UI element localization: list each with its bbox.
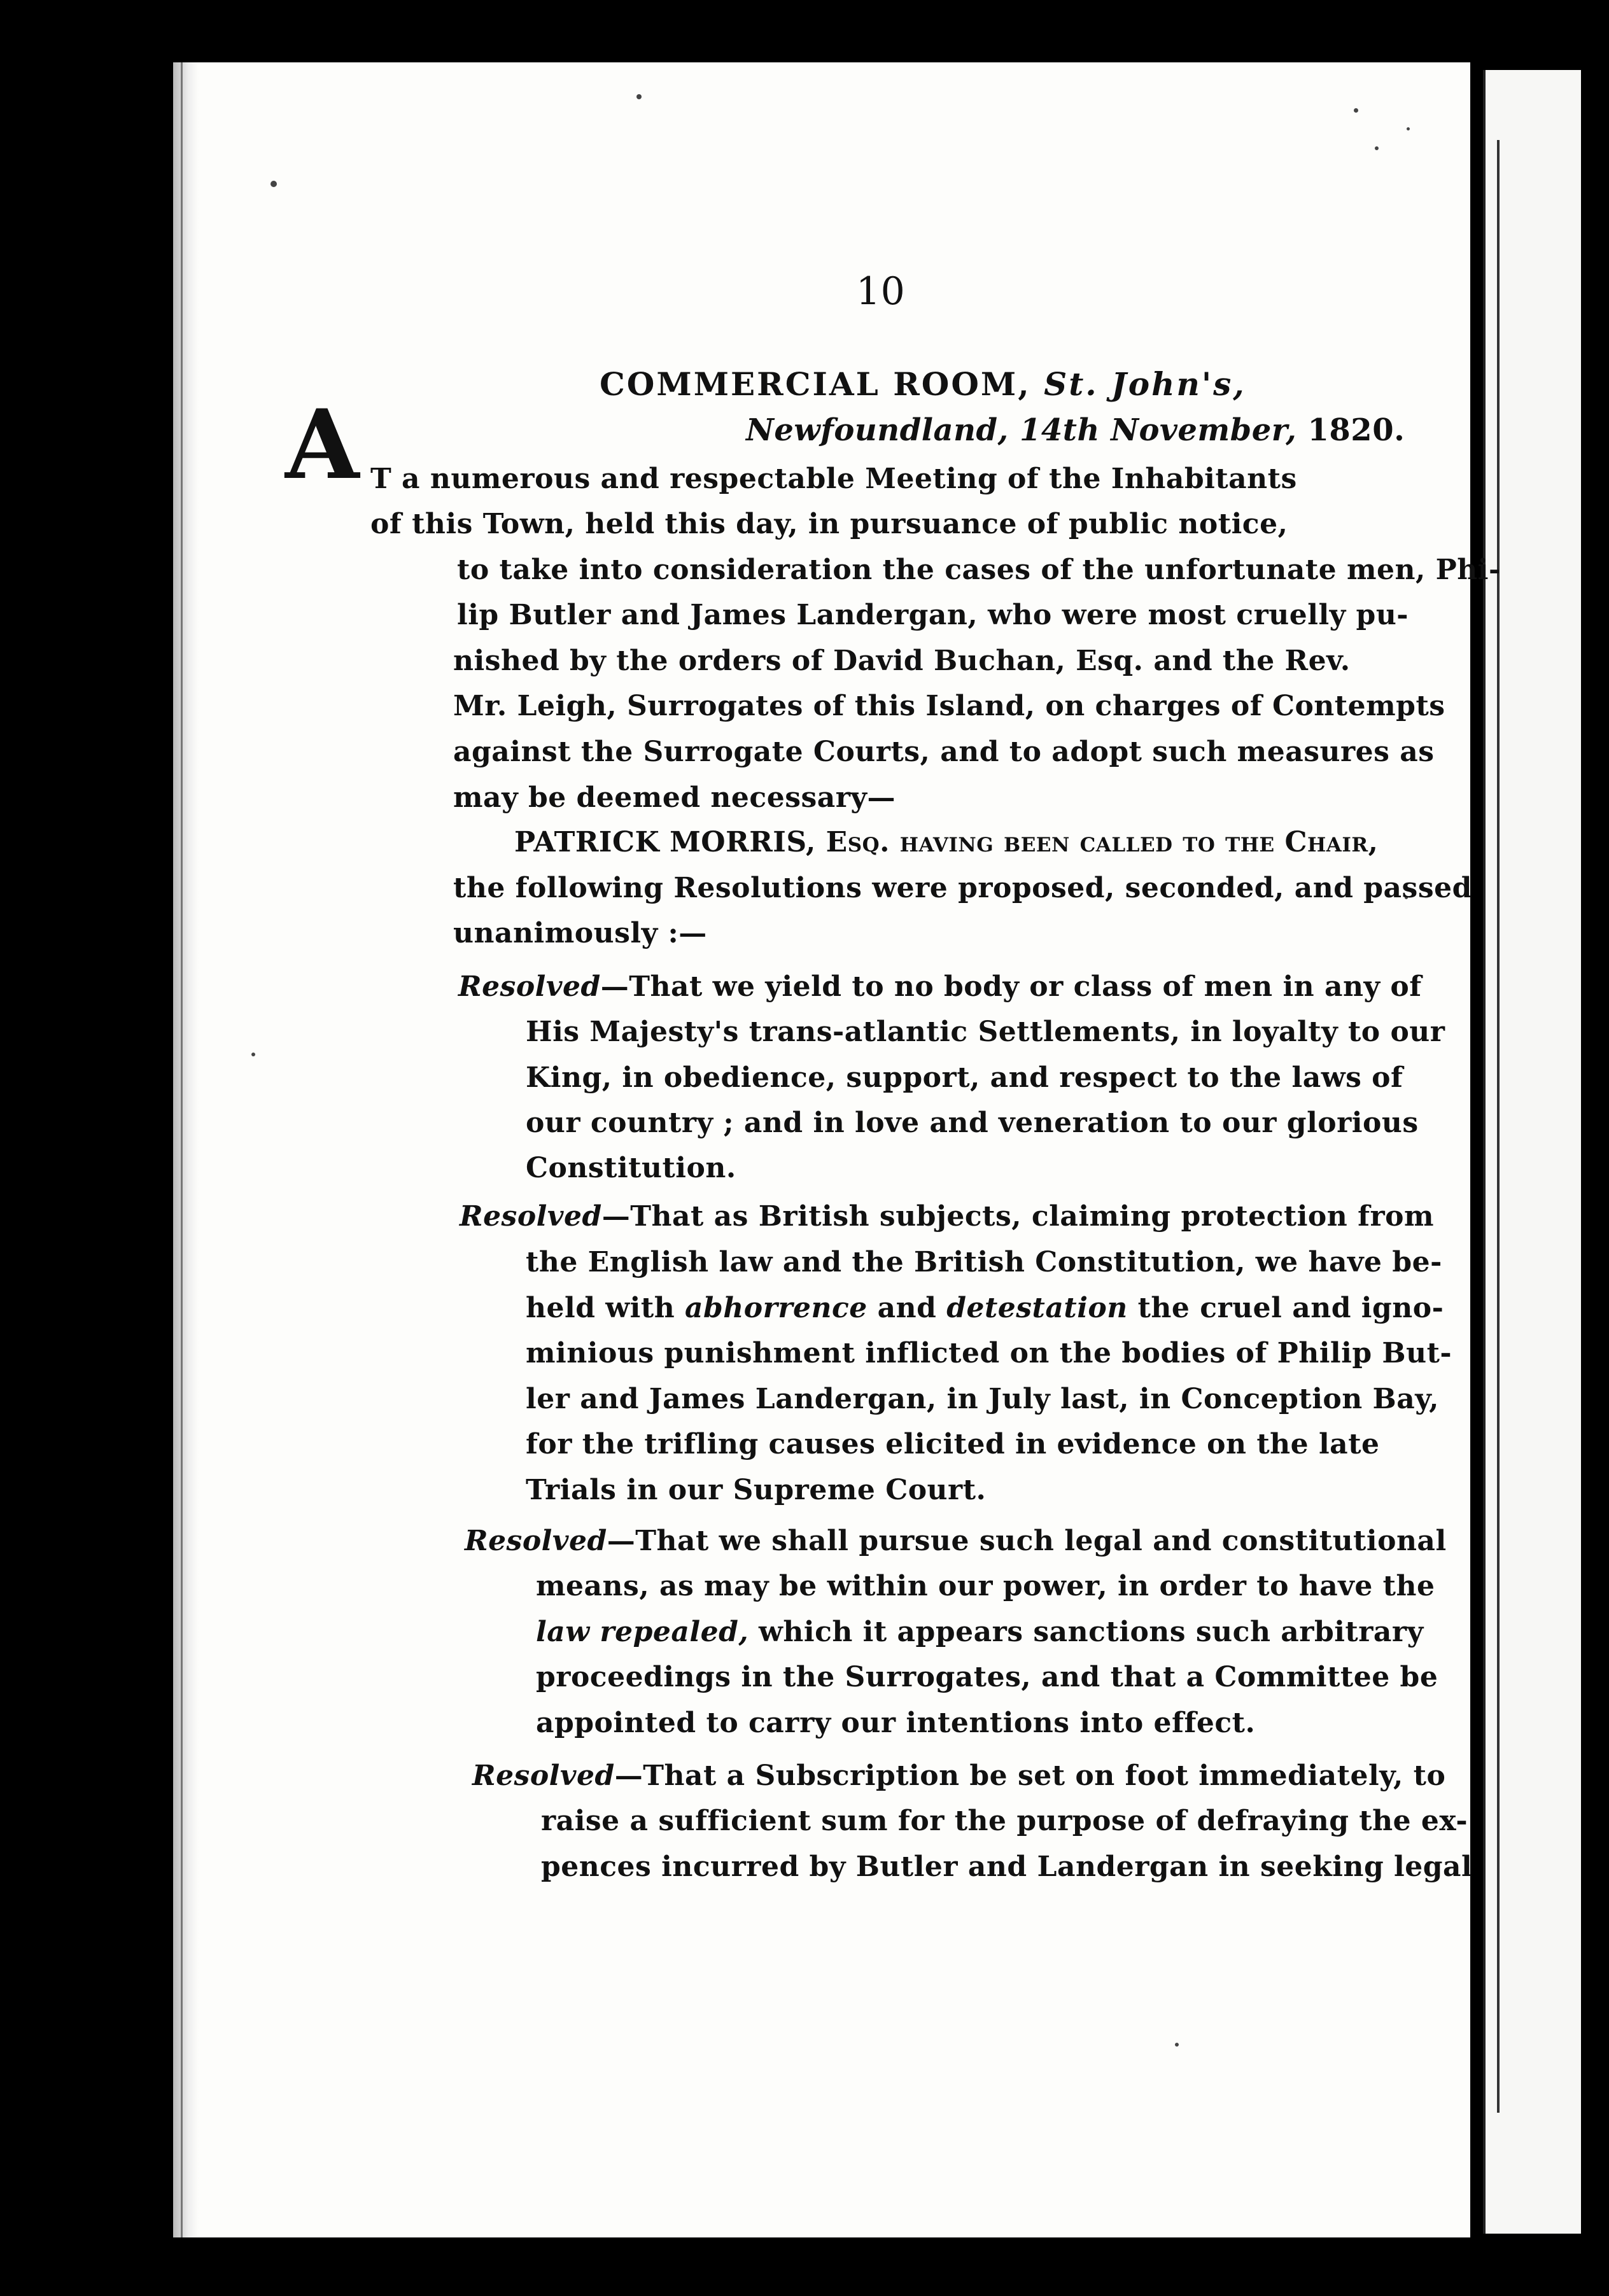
resolution-1-line: His Majesty's trans-atlantic Settlements, in loyalty to our [526,1016,1445,1048]
resolution-1-line: King, in obedience, support, and respect to the laws of [526,1061,1403,1094]
resolution-label: Resolved [465,1525,607,1557]
resolution-2-line: minious punishment inflicted on the bodies of Philip But- [526,1337,1452,1369]
resolution-2-line: held with abhorrence and detestation the cruel and igno- [526,1292,1444,1324]
resolution-2-line: ler and James Landergan, in July last, in Conception Bay, [526,1383,1439,1415]
resolution-3-line: proceedings in the Surrogates, and that a Committee be [536,1661,1438,1693]
heading-date [746,414,1405,447]
body-line: lip Butler and James Landergan, who were most cruelly pu- [457,599,1409,631]
resolution-label: Resolved [472,1760,615,1792]
heading-town: St. John's, [1044,365,1246,403]
resolution-label: Resolved [460,1200,602,1233]
resolution-1-line: Constitution. [526,1152,736,1184]
body-line: of this Town, held this day, in pursuance of public notice, [370,508,1288,540]
heading-year: 1820. [1307,412,1405,448]
resolution-2-line: for the trifling causes elicited in evidence on the late [526,1428,1380,1460]
adjacent-page-fold [1497,140,1500,2113]
body-line: nished by the orders of David Buchan, Esq. and the Rev. [453,645,1351,677]
heading-day: 14th November, [1019,412,1297,448]
resolution-3-line: law repealed, which it appears sanctions such arbitrary [536,1616,1424,1648]
resolution-1-first-line: Resolved—That we yield to no body or class of men in any of [458,970,1422,1003]
heading-room: COMMERCIAL ROOM, [600,365,1031,403]
resolution-3-line: means, as may be within our power, in order to have the [536,1570,1435,1602]
resolution-4-line: pences incurred by Butler and Landergan in seeking legal [541,1851,1473,1883]
resolution-2-line: the English law and the British Constitution, we have be- [526,1246,1442,1278]
body-line: the following Resolutions were proposed, seconded, and passed [453,872,1472,904]
drop-cap: A [285,389,360,501]
body-line-chair: PATRICK MORRIS, Esq. having been called to the Chair, [514,826,1379,858]
body-line: against the Surrogate Courts, and to adopt such measures as [453,736,1435,768]
page-number: 10 [856,269,906,314]
heading-location [600,365,1246,403]
body-line: T a numerous and respectable Meeting of the Inhabitants [370,463,1297,495]
resolution-label: Resolved [458,970,601,1003]
body-line: to take into consideration the cases of the unfortunate men, Phi- [457,554,1501,586]
resolution-4-line: raise a sufficient sum for the purpose of defraying the ex- [541,1805,1468,1837]
resolution-3-line: appointed to carry our intentions into effect. [536,1707,1256,1739]
body-line: unanimously :— [453,917,707,949]
body-line: may be deemed necessary— [453,781,896,814]
resolution-4-first-line: Resolved—That a Subscription be set on foot immediately, to [472,1760,1446,1792]
resolution-2-line: Trials in our Supreme Court. [526,1474,987,1506]
resolution-1-line: our country ; and in love and veneration to our glorious [526,1107,1419,1139]
heading-colony: Newfoundland, [746,412,1009,448]
resolution-2-first-line: Resolved—That as British subjects, claiming protection from [460,1200,1435,1233]
body-line: Mr. Leigh, Surrogates of this Island, on charges of Contempts [453,690,1445,722]
resolution-3-first-line: Resolved—That we shall pursue such legal and constitutional [465,1525,1447,1557]
